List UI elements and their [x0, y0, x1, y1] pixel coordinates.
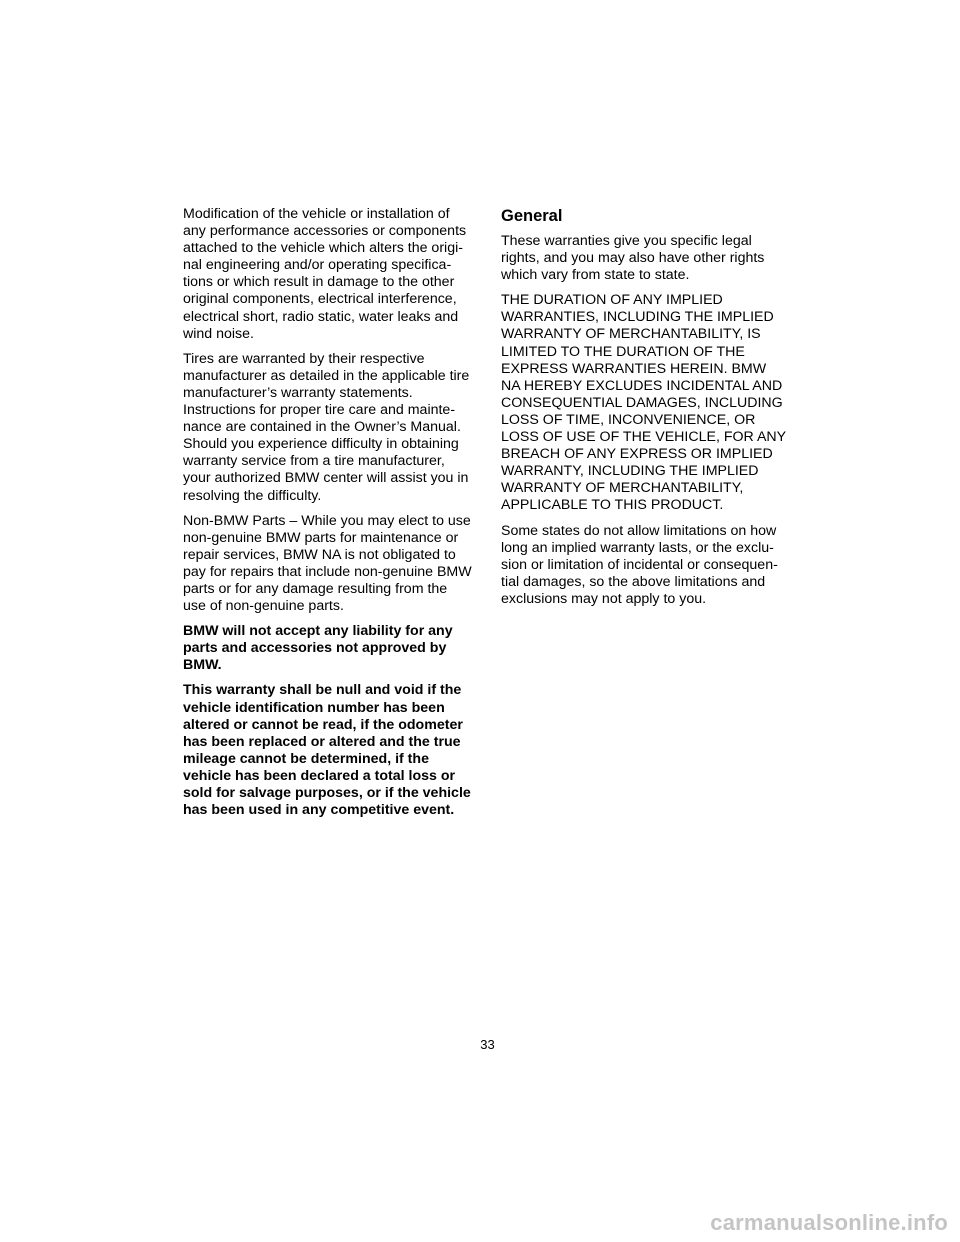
page-number: 33	[480, 1037, 495, 1052]
liability-paragraph: BMW will not accept any liability for any parts and accessories not approved by BMW.	[183, 623, 453, 674]
general-heading: General	[501, 207, 563, 225]
modification-paragraph: Modification of the vehicle or installation of any performance accessories or components attached to the vehicle which alters the origi- nal engineering and/or operating specifica- tions or which result in damage to the other original components, electrical interference, electrical short, radio static, water leaks and wind noise.	[183, 206, 467, 342]
right-column	[501, 206, 796, 616]
void-warranty-paragraph: This warranty shall be null and void if the vehicle identification number has been altered or cannot be read, if the odometer has been replaced or altered and the true mileage cannot be determined, if the vehicle has been declared a total loss or sold for salvage purposes, or if the vehicle has been used in any competitive event.	[183, 682, 471, 819]
implied-warranties-paragraph: THE DURATION OF ANY IMPLIED WARRANTIES, INCLUDING THE IMPLIED WARRANTY OF MERCHANTABILITY, IS LIMITED TO THE DURATION OF THE EXPRESS WARRANTIES HEREIN. BMW NA HEREBY EXCLUDES INCIDENTAL AND CONSEQUENTIAL DAMAGES, INCLUDING LOSS OF TIME, INCONVENIENCE, OR LOSS OF USE OF THE VEHICLE, FOR ANY BREACH OF ANY EXPRESS OR IMPLIED WARRANTY, INCLUDING THE IMPLIED WARRANTY OF MERCHANTABILITY, APPLICABLE TO THIS PRODUCT.	[501, 292, 787, 514]
legal-rights-paragraph: These warranties give you specific legal rights, and you may also have other rights which vary from state to state.	[501, 233, 765, 284]
state-limitations-paragraph: Some states do not allow limitations on how long an implied warranty lasts, or the exclu- sion or limitation of incidental or consequen- tial damages, so the above limitations and exclusions may not apply to you.	[501, 522, 778, 607]
watermark-text: carmanualsonline.info	[710, 1210, 948, 1235]
left-column	[183, 206, 478, 827]
tires-paragraph: Tires are warranted by their respective manufacturer as detailed in the applicable tire manufacturer’s warranty statements. Instructions for proper tire care and mainte- nance are contained in the Owner’s Manual. Should you experience difficulty in obtaining warranty service from a tire manufacturer, your authorized BMW center will assist you in resolving the difficulty.	[183, 350, 470, 504]
non-bmw-parts-paragraph: Non-BMW Parts – While you may elect to use non-genuine BMW parts for maintenance or repair services, BMW NA is not obligated to pay for repairs that include non-genuine BMW parts or for any damage resulting from the use of non-genuine parts.	[183, 512, 472, 615]
